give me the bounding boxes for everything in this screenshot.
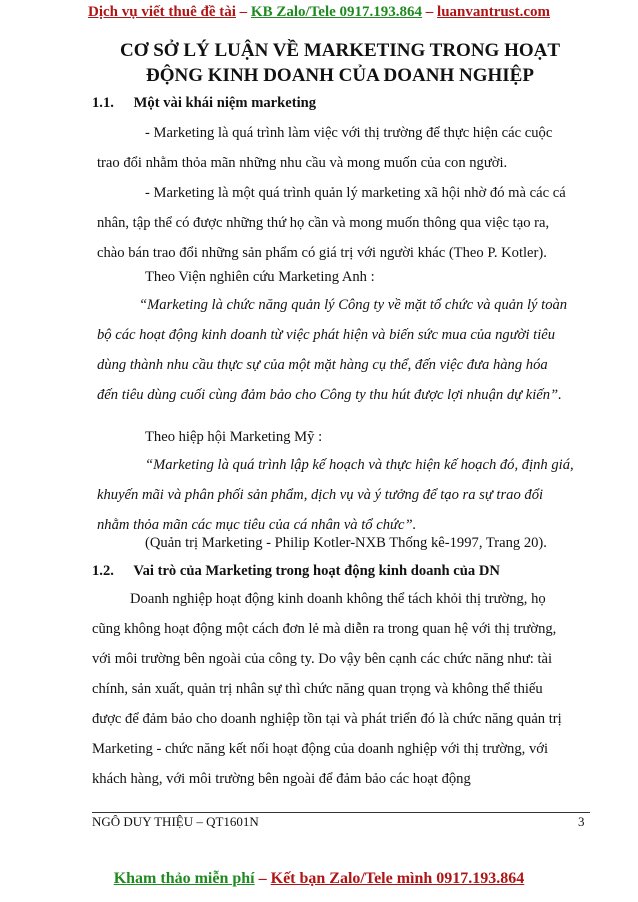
text-line: với môi trường bên ngoài của công ty. Do vậy bên cạnh các chức năng như: tài — [92, 651, 553, 667]
text-line: “Marketing là chức năng quản lý Công ty về mặt tổ chức và quản lý toàn — [139, 297, 568, 313]
text-line: chính, sản xuất, quản trị nhân sự thì chức năng quan trọng và không thể thiếu — [92, 681, 543, 697]
section-heading-text: Vai trò của Marketing trong hoạt động kinh doanh của DN — [133, 563, 500, 579]
footer-author: NGÔ DUY THIỆU – QT1601N — [92, 814, 259, 829]
text-line: cũng không hoạt động một cách đơn lẻ mà diễn ra trong quan hệ với thị trường, — [92, 621, 557, 637]
section-heading-text: Một vài khái niệm marketing — [133, 95, 317, 111]
text-line: khuyến mãi và phân phối sản phẩm, dịch vụ và ý tưởng để tạo ra sự trao đổi — [97, 487, 544, 503]
page-title — [60, 38, 620, 88]
bottom-banner-free-reference-link[interactable]: Kham thảo miễn phí — [113, 870, 255, 887]
section-number: 1.1. — [92, 95, 114, 111]
us-intro: Theo hiệp hội Marketing Mỹ : — [145, 429, 323, 445]
section-heading-1-1 — [92, 88, 316, 118]
uk-intro: Theo Viện nghiên cứu Marketing Anh : — [145, 269, 375, 285]
text-line: khách hàng, với môi trường bên ngoài để đảm bảo các hoạt động — [92, 771, 471, 787]
text-line: Marketing - chức năng kết nối hoạt động của doanh nghiệp với thị trường, với — [92, 741, 549, 757]
text-line: “Marketing là quá trình lập kế hoạch và thực hiện kế hoạch đó, định giá, — [145, 457, 574, 473]
text-line: Doanh nghiệp hoạt động kinh doanh không thể tách khỏi thị trường, họ — [130, 591, 546, 607]
top-banner — [0, 0, 638, 24]
text-line: được để đảm bảo cho doanh nghiệp tồn tại và phát triển đó là chức năng quản trị — [92, 711, 562, 727]
text-line: dùng thành nhu cầu thực sự của một mặt hàng cụ thể, đến việc đưa hàng hóa — [97, 357, 548, 373]
text-line: - Marketing là quá trình làm việc với thị trường để thực hiện các cuộc — [145, 125, 553, 141]
footer-divider — [92, 812, 590, 813]
top-banner-website-link[interactable]: luanvantrust.com — [437, 3, 550, 20]
citation: (Quản trị Marketing - Philip Kotler-NXB Thống kê-1997, Trang 20). — [145, 535, 547, 551]
page-title-line: ĐỘNG KINH DOANH CỦA DOANH NGHIỆP — [146, 65, 534, 86]
top-banner-service-link[interactable]: Dịch vụ viết thuê đề tài — [88, 3, 236, 20]
us-quote — [97, 450, 597, 540]
text-line: nhân, tập thể có được những thứ họ cần và mong muốn thông qua việc tạo ra, — [97, 215, 550, 231]
definition-bullet-2 — [97, 178, 597, 268]
text-line: trao đổi nhằm thỏa mãn những nhu cầu và mong muốn của con người. — [97, 155, 508, 171]
text-line: bộ các hoạt động kinh doanh từ việc phát hiện và biến sức mua của người tiêu — [97, 327, 556, 343]
definition-bullet-1 — [97, 118, 597, 178]
top-banner-separator: – — [235, 3, 251, 20]
text-line: nhằm thỏa mãn các mục tiêu của cá nhân và tổ chức”. — [97, 517, 417, 533]
text-line: đến tiêu dùng cuối cùng đảm bảo cho Công ty thu hút được lợi nhuận dự kiến”. — [97, 387, 562, 403]
section-number: 1.2. — [92, 563, 114, 579]
uk-quote — [97, 290, 597, 410]
text-line: - Marketing là một quá trình quản lý marketing xã hội nhờ đó mà các cá — [145, 185, 566, 201]
top-banner-contact-link[interactable]: KB Zalo/Tele 0917.193.864 — [250, 3, 423, 20]
role-paragraph — [92, 584, 592, 794]
text-line: chào bán trao đổi những sản phẩm có giá trị với người khác (Theo P. Kotler). — [97, 245, 547, 261]
top-banner-separator: – — [422, 3, 438, 20]
page-title-line: CƠ SỞ LÝ LUẬN VỀ MARKETING TRONG HOẠT — [119, 40, 561, 61]
section-heading-1-2 — [92, 556, 500, 586]
bottom-banner-separator: – — [254, 870, 271, 887]
bottom-banner-contact-link[interactable]: Kết bạn Zalo/Tele mình 0917.193.864 — [270, 870, 525, 887]
footer-page-number: 3 — [578, 814, 585, 829]
bottom-banner — [0, 870, 638, 888]
